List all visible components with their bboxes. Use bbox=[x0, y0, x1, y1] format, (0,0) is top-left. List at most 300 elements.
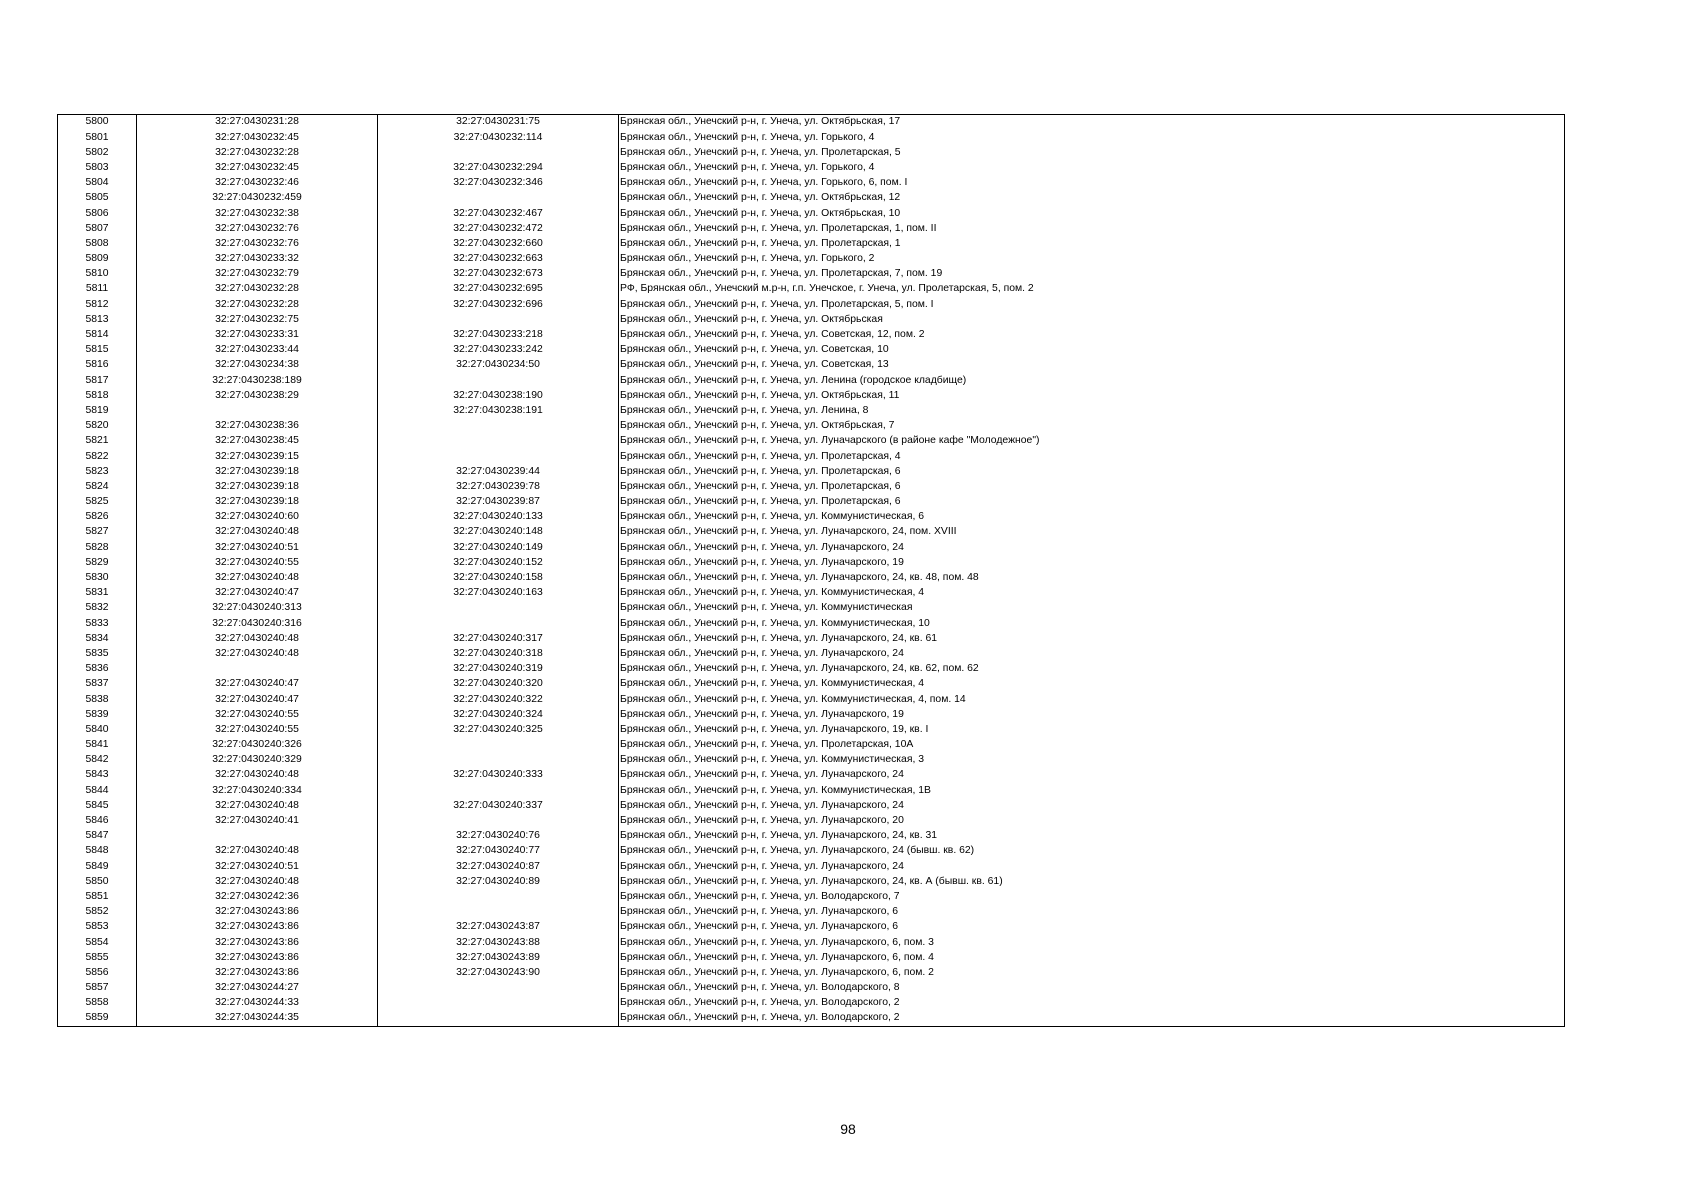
parcel-number-cell: 32:27:0430240:48 bbox=[137, 768, 378, 783]
parcel-number-cell: 32:27:0430238:189 bbox=[137, 373, 378, 388]
address-cell: Брянская обл., Унечский р-н, г. Унеча, ул. Пролетарская, 6 bbox=[619, 495, 1565, 510]
object-number-cell: 32:27:0430240:77 bbox=[378, 844, 619, 859]
row-number-cell: 5844 bbox=[58, 783, 137, 798]
address-cell: Брянская обл., Унечский р-н, г. Унеча, ул. Коммунистическая, 4 bbox=[619, 586, 1565, 601]
row-number-cell: 5847 bbox=[58, 829, 137, 844]
parcel-number-cell: 32:27:0430232:28 bbox=[137, 282, 378, 297]
table-row bbox=[58, 905, 1565, 920]
object-number-cell: 32:27:0430240:318 bbox=[378, 647, 619, 662]
object-number-cell: 32:27:0430234:50 bbox=[378, 358, 619, 373]
row-number-cell: 5817 bbox=[58, 373, 137, 388]
row-number-cell: 5858 bbox=[58, 996, 137, 1011]
object-number-cell: 32:27:0430240:152 bbox=[378, 555, 619, 570]
table-row bbox=[58, 510, 1565, 525]
address-cell: Брянская обл., Унечский р-н, г. Унеча, ул. Пролетарская, 5, пом. I bbox=[619, 297, 1565, 312]
parcel-number-cell: 32:27:0430232:76 bbox=[137, 221, 378, 236]
table-row bbox=[58, 373, 1565, 388]
parcel-number-cell: 32:27:0430232:79 bbox=[137, 267, 378, 282]
row-number-cell: 5832 bbox=[58, 601, 137, 616]
parcel-number-cell: 32:27:0430232:46 bbox=[137, 176, 378, 191]
address-cell: РФ, Брянская обл., Унечский м.р-н, г.п. Унечское, г. Унеча, ул. Пролетарская, 5, пом. 2 bbox=[619, 282, 1565, 297]
row-number-cell: 5841 bbox=[58, 738, 137, 753]
table-row bbox=[58, 950, 1565, 965]
address-cell: Брянская обл., Унечский р-н, г. Унеча, ул. Пролетарская, 1, пом. II bbox=[619, 221, 1565, 236]
row-number-cell: 5813 bbox=[58, 312, 137, 327]
table-row bbox=[58, 237, 1565, 252]
address-cell: Брянская обл., Унечский р-н, г. Унеча, ул. Пролетарская, 5 bbox=[619, 145, 1565, 160]
object-number-cell bbox=[378, 449, 619, 464]
table-row bbox=[58, 647, 1565, 662]
table-row bbox=[58, 1011, 1565, 1027]
object-number-cell: 32:27:0430240:89 bbox=[378, 874, 619, 889]
row-number-cell: 5838 bbox=[58, 692, 137, 707]
address-cell: Брянская обл., Унечский р-н, г. Унеча, ул. Луначарского, 6, пом. 3 bbox=[619, 935, 1565, 950]
table-row bbox=[58, 343, 1565, 358]
row-number-cell: 5819 bbox=[58, 404, 137, 419]
row-number-cell: 5826 bbox=[58, 510, 137, 525]
row-number-cell: 5806 bbox=[58, 206, 137, 221]
object-number-cell bbox=[378, 753, 619, 768]
object-number-cell bbox=[378, 1011, 619, 1027]
object-number-cell: 32:27:0430240:337 bbox=[378, 798, 619, 813]
table-row bbox=[58, 616, 1565, 631]
address-cell: Брянская обл., Унечский р-н, г. Унеча, ул. Горького, 6, пом. I bbox=[619, 176, 1565, 191]
row-number-cell: 5830 bbox=[58, 571, 137, 586]
table-row bbox=[58, 920, 1565, 935]
parcel-number-cell: 32:27:0430238:36 bbox=[137, 419, 378, 434]
parcel-number-cell: 32:27:0430240:51 bbox=[137, 859, 378, 874]
page-number: 98 bbox=[840, 1121, 856, 1137]
address-cell: Брянская обл., Унечский р-н, г. Унеча, ул. Октябрьская, 10 bbox=[619, 206, 1565, 221]
table-row bbox=[58, 981, 1565, 996]
row-number-cell: 5820 bbox=[58, 419, 137, 434]
address-cell: Брянская обл., Унечский р-н, г. Унеча, ул. Володарского, 2 bbox=[619, 996, 1565, 1011]
parcel-number-cell: 32:27:0430232:45 bbox=[137, 130, 378, 145]
address-cell: Брянская обл., Унечский р-н, г. Унеча, ул. Луначарского, 24 bbox=[619, 540, 1565, 555]
row-number-cell: 5839 bbox=[58, 707, 137, 722]
address-cell: Брянская обл., Унечский р-н, г. Унеча, ул. Пролетарская, 6 bbox=[619, 464, 1565, 479]
address-cell: Брянская обл., Унечский р-н, г. Унеча, ул. Советская, 12, пом. 2 bbox=[619, 328, 1565, 343]
table-row bbox=[58, 328, 1565, 343]
address-cell: Брянская обл., Унечский р-н, г. Унеча, ул. Луначарского, 24, кв. 48, пом. 48 bbox=[619, 571, 1565, 586]
table-row bbox=[58, 206, 1565, 221]
object-number-cell: 32:27:0430232:114 bbox=[378, 130, 619, 145]
parcel-number-cell: 32:27:0430240:48 bbox=[137, 647, 378, 662]
address-cell: Брянская обл., Унечский р-н, г. Унеча, ул. Горького, 4 bbox=[619, 161, 1565, 176]
table-row bbox=[58, 996, 1565, 1011]
address-cell: Брянская обл., Унечский р-н, г. Унеча, ул. Луначарского, 24, пом. XVIII bbox=[619, 525, 1565, 540]
address-cell: Брянская обл., Унечский р-н, г. Унеча, ул. Горького, 2 bbox=[619, 252, 1565, 267]
address-cell: Брянская обл., Унечский р-н, г. Унеча, ул. Коммунистическая, 4, пом. 14 bbox=[619, 692, 1565, 707]
table-row bbox=[58, 464, 1565, 479]
object-number-cell: 32:27:0430240:324 bbox=[378, 707, 619, 722]
table-row bbox=[58, 495, 1565, 510]
parcel-number-cell: 32:27:0430239:18 bbox=[137, 464, 378, 479]
object-number-cell: 32:27:0430239:44 bbox=[378, 464, 619, 479]
object-number-cell: 32:27:0430240:76 bbox=[378, 829, 619, 844]
object-number-cell bbox=[378, 434, 619, 449]
table-row bbox=[58, 723, 1565, 738]
parcel-number-cell: 32:27:0430232:28 bbox=[137, 145, 378, 160]
table-row bbox=[58, 966, 1565, 981]
object-number-cell: 32:27:0430238:191 bbox=[378, 404, 619, 419]
row-number-cell: 5843 bbox=[58, 768, 137, 783]
parcel-number-cell: 32:27:0430239:18 bbox=[137, 495, 378, 510]
parcel-number-cell: 32:27:0430238:45 bbox=[137, 434, 378, 449]
row-number-cell: 5809 bbox=[58, 252, 137, 267]
object-number-cell bbox=[378, 616, 619, 631]
parcel-number-cell: 32:27:0430240:55 bbox=[137, 555, 378, 570]
table-row bbox=[58, 890, 1565, 905]
table-row bbox=[58, 297, 1565, 312]
row-number-cell: 5854 bbox=[58, 935, 137, 950]
object-number-cell bbox=[378, 996, 619, 1011]
table-row bbox=[58, 282, 1565, 297]
object-number-cell: 32:27:0430243:88 bbox=[378, 935, 619, 950]
parcel-number-cell: 32:27:0430233:44 bbox=[137, 343, 378, 358]
address-cell: Брянская обл., Унечский р-н, г. Унеча, ул. Октябрьская, 11 bbox=[619, 388, 1565, 403]
row-number-cell: 5851 bbox=[58, 890, 137, 905]
row-number-cell: 5800 bbox=[58, 115, 137, 131]
object-number-cell: 32:27:0430233:242 bbox=[378, 343, 619, 358]
address-cell: Брянская обл., Унечский р-н, г. Унеча, ул. Коммунистическая bbox=[619, 601, 1565, 616]
parcel-number-cell: 32:27:0430240:48 bbox=[137, 631, 378, 646]
table-row bbox=[58, 844, 1565, 859]
object-number-cell: 32:27:0430243:90 bbox=[378, 966, 619, 981]
row-number-cell: 5802 bbox=[58, 145, 137, 160]
object-number-cell: 32:27:0430232:294 bbox=[378, 161, 619, 176]
table-row bbox=[58, 555, 1565, 570]
parcel-number-cell: 32:27:0430240:316 bbox=[137, 616, 378, 631]
address-cell: Брянская обл., Унечский р-н, г. Унеча, ул. Луначарского, 24 bbox=[619, 647, 1565, 662]
table-row bbox=[58, 480, 1565, 495]
address-cell: Брянская обл., Унечский р-н, г. Унеча, ул. Коммунистическая, 4 bbox=[619, 677, 1565, 692]
address-cell: Брянская обл., Унечский р-н, г. Унеча, ул. Пролетарская, 1 bbox=[619, 237, 1565, 252]
address-cell: Брянская обл., Унечский р-н, г. Унеча, ул. Горького, 4 bbox=[619, 130, 1565, 145]
row-number-cell: 5816 bbox=[58, 358, 137, 373]
object-number-cell: 32:27:0430240:158 bbox=[378, 571, 619, 586]
table-row bbox=[58, 312, 1565, 327]
parcel-number-cell: 32:27:0430232:459 bbox=[137, 191, 378, 206]
object-number-cell: 32:27:0430239:87 bbox=[378, 495, 619, 510]
address-cell: Брянская обл., Унечский р-н, г. Унеча, ул. Ленина (городское кладбище) bbox=[619, 373, 1565, 388]
address-cell: Брянская обл., Унечский р-н, г. Унеча, ул. Ленина, 8 bbox=[619, 404, 1565, 419]
parcel-number-cell: 32:27:0430240:60 bbox=[137, 510, 378, 525]
row-number-cell: 5823 bbox=[58, 464, 137, 479]
row-number-cell: 5801 bbox=[58, 130, 137, 145]
parcel-number-cell: 32:27:0430240:48 bbox=[137, 571, 378, 586]
address-cell: Брянская обл., Унечский р-н, г. Унеча, ул. Луначарского, 24, кв. А (бывш. кв. 61) bbox=[619, 874, 1565, 889]
table-row bbox=[58, 601, 1565, 616]
object-number-cell bbox=[378, 783, 619, 798]
table-row bbox=[58, 525, 1565, 540]
address-cell: Брянская обл., Унечский р-н, г. Унеча, ул. Коммунистическая, 6 bbox=[619, 510, 1565, 525]
row-number-cell: 5857 bbox=[58, 981, 137, 996]
object-number-cell bbox=[378, 419, 619, 434]
table-row bbox=[58, 419, 1565, 434]
parcel-number-cell: 32:27:0430240:47 bbox=[137, 677, 378, 692]
parcel-number-cell: 32:27:0430240:326 bbox=[137, 738, 378, 753]
row-number-cell: 5821 bbox=[58, 434, 137, 449]
address-cell: Брянская обл., Унечский р-н, г. Унеча, ул. Советская, 13 bbox=[619, 358, 1565, 373]
row-number-cell: 5804 bbox=[58, 176, 137, 191]
object-number-cell: 32:27:0430240:325 bbox=[378, 723, 619, 738]
registry-table-body bbox=[58, 115, 1565, 1027]
parcel-number-cell: 32:27:0430240:55 bbox=[137, 707, 378, 722]
object-number-cell: 32:27:0430233:218 bbox=[378, 328, 619, 343]
address-cell: Брянская обл., Унечский р-н, г. Унеча, ул. Коммунистическая, 3 bbox=[619, 753, 1565, 768]
parcel-number-cell: 32:27:0430232:76 bbox=[137, 237, 378, 252]
object-number-cell: 32:27:0430240:163 bbox=[378, 586, 619, 601]
address-cell: Брянская обл., Унечский р-н, г. Унеча, ул. Володарского, 2 bbox=[619, 1011, 1565, 1027]
row-number-cell: 5811 bbox=[58, 282, 137, 297]
table-row bbox=[58, 586, 1565, 601]
object-number-cell: 32:27:0430240:333 bbox=[378, 768, 619, 783]
address-cell: Брянская обл., Унечский р-н, г. Унеча, ул. Пролетарская, 6 bbox=[619, 480, 1565, 495]
registry-table bbox=[57, 114, 1565, 1027]
object-number-cell: 32:27:0430232:663 bbox=[378, 252, 619, 267]
parcel-number-cell: 32:27:0430240:48 bbox=[137, 798, 378, 813]
parcel-number-cell: 32:27:0430242:36 bbox=[137, 890, 378, 905]
parcel-number-cell: 32:27:0430240:48 bbox=[137, 525, 378, 540]
row-number-cell: 5824 bbox=[58, 480, 137, 495]
row-number-cell: 5853 bbox=[58, 920, 137, 935]
table-row bbox=[58, 449, 1565, 464]
row-number-cell: 5855 bbox=[58, 950, 137, 965]
parcel-number-cell: 32:27:0430244:35 bbox=[137, 1011, 378, 1027]
parcel-number-cell: 32:27:0430240:51 bbox=[137, 540, 378, 555]
table-row bbox=[58, 738, 1565, 753]
object-number-cell: 32:27:0430240:87 bbox=[378, 859, 619, 874]
row-number-cell: 5805 bbox=[58, 191, 137, 206]
object-number-cell: 32:27:0430240:322 bbox=[378, 692, 619, 707]
parcel-number-cell: 32:27:0430239:15 bbox=[137, 449, 378, 464]
object-number-cell bbox=[378, 373, 619, 388]
row-number-cell: 5833 bbox=[58, 616, 137, 631]
table-row bbox=[58, 161, 1565, 176]
address-cell: Брянская обл., Унечский р-н, г. Унеча, ул. Луначарского, 19 bbox=[619, 707, 1565, 722]
row-number-cell: 5859 bbox=[58, 1011, 137, 1027]
parcel-number-cell: 32:27:0430240:329 bbox=[137, 753, 378, 768]
parcel-number-cell: 32:27:0430240:41 bbox=[137, 814, 378, 829]
object-number-cell: 32:27:0430232:696 bbox=[378, 297, 619, 312]
table-row bbox=[58, 191, 1565, 206]
row-number-cell: 5803 bbox=[58, 161, 137, 176]
address-cell: Брянская обл., Унечский р-н, г. Унеча, ул. Пролетарская, 10А bbox=[619, 738, 1565, 753]
object-number-cell: 32:27:0430232:673 bbox=[378, 267, 619, 282]
row-number-cell: 5849 bbox=[58, 859, 137, 874]
table-row bbox=[58, 404, 1565, 419]
address-cell: Брянская обл., Унечский р-н, г. Унеча, ул. Октябрьская, 12 bbox=[619, 191, 1565, 206]
row-number-cell: 5834 bbox=[58, 631, 137, 646]
address-cell: Брянская обл., Унечский р-н, г. Унеча, ул. Октябрьская, 7 bbox=[619, 419, 1565, 434]
object-number-cell bbox=[378, 981, 619, 996]
row-number-cell: 5837 bbox=[58, 677, 137, 692]
parcel-number-cell: 32:27:0430243:86 bbox=[137, 905, 378, 920]
object-number-cell bbox=[378, 191, 619, 206]
object-number-cell bbox=[378, 145, 619, 160]
address-cell: Брянская обл., Унечский р-н, г. Унеча, ул. Луначарского, 24 bbox=[619, 768, 1565, 783]
parcel-number-cell bbox=[137, 662, 378, 677]
object-number-cell: 32:27:0430232:695 bbox=[378, 282, 619, 297]
parcel-number-cell: 32:27:0430244:27 bbox=[137, 981, 378, 996]
parcel-number-cell bbox=[137, 829, 378, 844]
parcel-number-cell: 32:27:0430240:48 bbox=[137, 844, 378, 859]
row-number-cell: 5807 bbox=[58, 221, 137, 236]
table-row bbox=[58, 176, 1565, 191]
address-cell: Брянская обл., Унечский р-н, г. Унеча, ул. Луначарского, 24, кв. 61 bbox=[619, 631, 1565, 646]
address-cell: Брянская обл., Унечский р-н, г. Унеча, ул. Луначарского, 24 bbox=[619, 798, 1565, 813]
table-row bbox=[58, 221, 1565, 236]
row-number-cell: 5840 bbox=[58, 723, 137, 738]
parcel-number-cell: 32:27:0430231:28 bbox=[137, 115, 378, 131]
parcel-number-cell: 32:27:0430233:31 bbox=[137, 328, 378, 343]
row-number-cell: 5814 bbox=[58, 328, 137, 343]
parcel-number-cell: 32:27:0430243:86 bbox=[137, 920, 378, 935]
address-cell: Брянская обл., Унечский р-н, г. Унеча, ул. Луначарского, 19, кв. I bbox=[619, 723, 1565, 738]
parcel-number-cell: 32:27:0430243:86 bbox=[137, 966, 378, 981]
parcel-number-cell: 32:27:0430239:18 bbox=[137, 480, 378, 495]
object-number-cell bbox=[378, 814, 619, 829]
parcel-number-cell: 32:27:0430243:86 bbox=[137, 935, 378, 950]
row-number-cell: 5815 bbox=[58, 343, 137, 358]
row-number-cell: 5812 bbox=[58, 297, 137, 312]
row-number-cell: 5846 bbox=[58, 814, 137, 829]
row-number-cell: 5835 bbox=[58, 647, 137, 662]
address-cell: Брянская обл., Унечский р-н, г. Унеча, ул. Луначарского, 6 bbox=[619, 920, 1565, 935]
table-row bbox=[58, 783, 1565, 798]
parcel-number-cell: 32:27:0430232:28 bbox=[137, 297, 378, 312]
table-row bbox=[58, 662, 1565, 677]
row-number-cell: 5818 bbox=[58, 388, 137, 403]
address-cell: Брянская обл., Унечский р-н, г. Унеча, ул. Луначарского, 24, кв. 31 bbox=[619, 829, 1565, 844]
table-row bbox=[58, 115, 1565, 131]
parcel-number-cell: 32:27:0430240:47 bbox=[137, 692, 378, 707]
object-number-cell: 32:27:0430232:467 bbox=[378, 206, 619, 221]
object-number-cell: 32:27:0430232:346 bbox=[378, 176, 619, 191]
table-row bbox=[58, 768, 1565, 783]
row-number-cell: 5827 bbox=[58, 525, 137, 540]
row-number-cell: 5831 bbox=[58, 586, 137, 601]
table-row bbox=[58, 874, 1565, 889]
row-number-cell: 5842 bbox=[58, 753, 137, 768]
parcel-number-cell: 32:27:0430232:38 bbox=[137, 206, 378, 221]
row-number-cell: 5848 bbox=[58, 844, 137, 859]
parcel-number-cell: 32:27:0430240:313 bbox=[137, 601, 378, 616]
table-row bbox=[58, 707, 1565, 722]
parcel-number-cell: 32:27:0430240:48 bbox=[137, 874, 378, 889]
address-cell: Брянская обл., Унечский р-н, г. Унеча, ул. Луначарского, 6, пом. 2 bbox=[619, 966, 1565, 981]
address-cell: Брянская обл., Унечский р-н, г. Унеча, ул. Луначарского, 24, кв. 62, пом. 62 bbox=[619, 662, 1565, 677]
parcel-number-cell: 32:27:0430243:86 bbox=[137, 950, 378, 965]
parcel-number-cell: 32:27:0430240:55 bbox=[137, 723, 378, 738]
object-number-cell: 32:27:0430240:317 bbox=[378, 631, 619, 646]
row-number-cell: 5829 bbox=[58, 555, 137, 570]
object-number-cell: 32:27:0430243:87 bbox=[378, 920, 619, 935]
parcel-number-cell: 32:27:0430233:32 bbox=[137, 252, 378, 267]
object-number-cell: 32:27:0430243:89 bbox=[378, 950, 619, 965]
object-number-cell: 32:27:0430238:190 bbox=[378, 388, 619, 403]
address-cell: Брянская обл., Унечский р-н, г. Унеча, ул. Пролетарская, 4 bbox=[619, 449, 1565, 464]
address-cell: Брянская обл., Унечский р-н, г. Унеча, ул. Коммунистическая, 1В bbox=[619, 783, 1565, 798]
address-cell: Брянская обл., Унечский р-н, г. Унеча, ул. Луначарского (в районе кафе "Молодежное") bbox=[619, 434, 1565, 449]
table-row bbox=[58, 677, 1565, 692]
table-row bbox=[58, 935, 1565, 950]
object-number-cell bbox=[378, 738, 619, 753]
parcel-number-cell bbox=[137, 404, 378, 419]
row-number-cell: 5825 bbox=[58, 495, 137, 510]
parcel-number-cell: 32:27:0430240:334 bbox=[137, 783, 378, 798]
table-row bbox=[58, 753, 1565, 768]
row-number-cell: 5828 bbox=[58, 540, 137, 555]
address-cell: Брянская обл., Унечский р-н, г. Унеча, ул. Луначарского, 24 bbox=[619, 859, 1565, 874]
row-number-cell: 5845 bbox=[58, 798, 137, 813]
table-row bbox=[58, 814, 1565, 829]
parcel-number-cell: 32:27:0430232:45 bbox=[137, 161, 378, 176]
address-cell: Брянская обл., Унечский р-н, г. Унеча, ул. Володарского, 8 bbox=[619, 981, 1565, 996]
table-row bbox=[58, 358, 1565, 373]
table-row bbox=[58, 540, 1565, 555]
address-cell: Брянская обл., Унечский р-н, г. Унеча, ул. Луначарского, 6 bbox=[619, 905, 1565, 920]
object-number-cell bbox=[378, 890, 619, 905]
table-row bbox=[58, 388, 1565, 403]
parcel-number-cell: 32:27:0430232:75 bbox=[137, 312, 378, 327]
object-number-cell bbox=[378, 312, 619, 327]
object-number-cell: 32:27:0430232:660 bbox=[378, 237, 619, 252]
address-cell: Брянская обл., Унечский р-н, г. Унеча, ул. Октябрьская, 17 bbox=[619, 115, 1565, 131]
address-cell: Брянская обл., Унечский р-н, г. Унеча, ул. Луначарского, 24 (бывш. кв. 62) bbox=[619, 844, 1565, 859]
address-cell: Брянская обл., Унечский р-н, г. Унеча, ул. Пролетарская, 7, пом. 19 bbox=[619, 267, 1565, 282]
address-cell: Брянская обл., Унечский р-н, г. Унеча, ул. Октябрьская bbox=[619, 312, 1565, 327]
object-number-cell: 32:27:0430240:148 bbox=[378, 525, 619, 540]
parcel-number-cell: 32:27:0430234:38 bbox=[137, 358, 378, 373]
object-number-cell: 32:27:0430239:78 bbox=[378, 480, 619, 495]
object-number-cell bbox=[378, 601, 619, 616]
address-cell: Брянская обл., Унечский р-н, г. Унеча, ул. Луначарского, 6, пом. 4 bbox=[619, 950, 1565, 965]
row-number-cell: 5850 bbox=[58, 874, 137, 889]
table-row bbox=[58, 145, 1565, 160]
parcel-number-cell: 32:27:0430238:29 bbox=[137, 388, 378, 403]
address-cell: Брянская обл., Унечский р-н, г. Унеча, ул. Коммунистическая, 10 bbox=[619, 616, 1565, 631]
table-row bbox=[58, 829, 1565, 844]
table-row bbox=[58, 859, 1565, 874]
address-cell: Брянская обл., Унечский р-н, г. Унеча, ул. Луначарского, 19 bbox=[619, 555, 1565, 570]
object-number-cell: 32:27:0430231:75 bbox=[378, 115, 619, 131]
row-number-cell: 5852 bbox=[58, 905, 137, 920]
object-number-cell: 32:27:0430240:319 bbox=[378, 662, 619, 677]
row-number-cell: 5856 bbox=[58, 966, 137, 981]
row-number-cell: 5822 bbox=[58, 449, 137, 464]
row-number-cell: 5808 bbox=[58, 237, 137, 252]
table-row bbox=[58, 631, 1565, 646]
table-row bbox=[58, 434, 1565, 449]
object-number-cell: 32:27:0430240:320 bbox=[378, 677, 619, 692]
table-row bbox=[58, 798, 1565, 813]
table-row bbox=[58, 692, 1565, 707]
object-number-cell bbox=[378, 905, 619, 920]
parcel-number-cell: 32:27:0430244:33 bbox=[137, 996, 378, 1011]
address-cell: Брянская обл., Унечский р-н, г. Унеча, ул. Советская, 10 bbox=[619, 343, 1565, 358]
table-row bbox=[58, 571, 1565, 586]
address-cell: Брянская обл., Унечский р-н, г. Унеча, ул. Володарского, 7 bbox=[619, 890, 1565, 905]
table-row bbox=[58, 252, 1565, 267]
address-cell: Брянская обл., Унечский р-н, г. Унеча, ул. Луначарского, 20 bbox=[619, 814, 1565, 829]
table-row bbox=[58, 130, 1565, 145]
parcel-number-cell: 32:27:0430240:47 bbox=[137, 586, 378, 601]
row-number-cell: 5810 bbox=[58, 267, 137, 282]
object-number-cell: 32:27:0430240:149 bbox=[378, 540, 619, 555]
row-number-cell: 5836 bbox=[58, 662, 137, 677]
